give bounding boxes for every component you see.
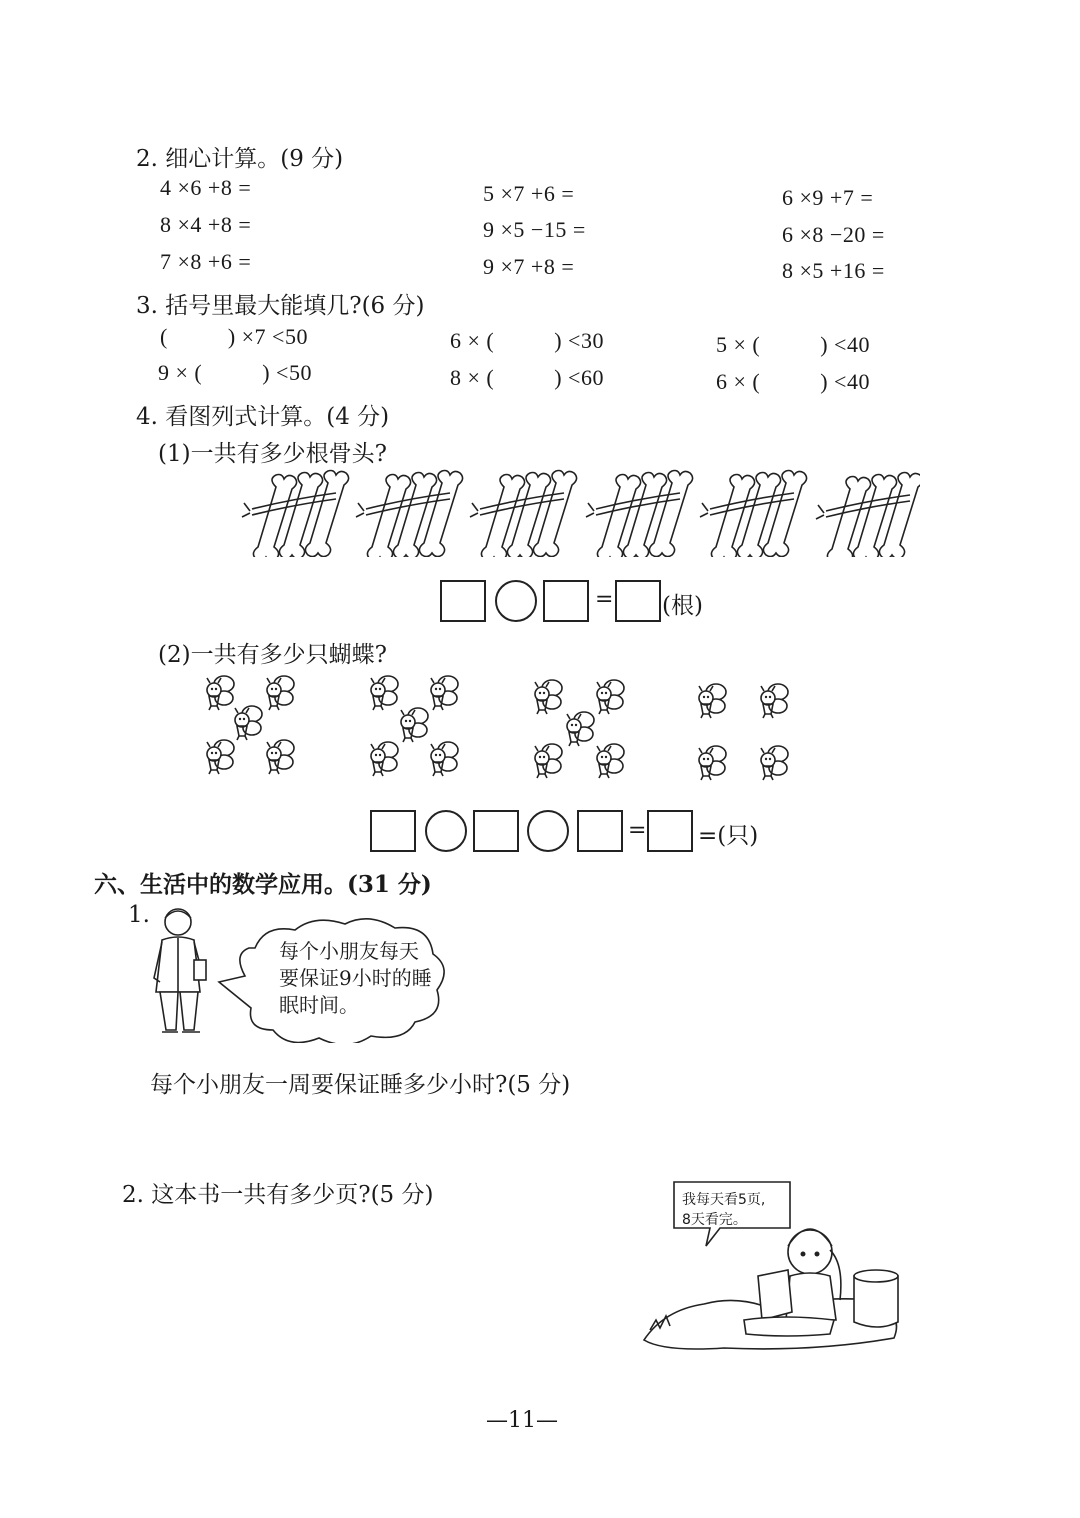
butterfly [267,740,294,774]
q2-problem: 7 ×8 +6 = [160,249,252,274]
q4-part1-label: (1)一共有多少根骨头? [158,441,387,467]
bone-bundle [700,471,807,558]
bone-bundle [586,471,693,558]
bone-bundle [816,473,920,558]
butterfly [267,676,294,710]
q4-part2-label: (2)一共有多少只蝴蝶? [158,642,387,668]
answer-box[interactable] [615,580,661,622]
answer-box[interactable] [647,810,693,852]
butterfly [761,684,788,718]
teacher-figure [148,902,218,1042]
q3-problem: 9 × ( ) <50 [158,360,312,385]
q2-problem: 6 ×9 +7 = [782,185,874,210]
page-number: —11— [486,1408,558,1433]
q2-problem: 6 ×8 −20 = [782,222,885,247]
butterfly [401,708,428,742]
q3-title: 3. 括号里最大能填几?(6 分) [136,293,425,319]
q3-problem: ( ) ×7 <50 [160,324,308,349]
equals-sign: = [595,587,614,612]
butterfly [597,744,624,778]
q2-problem: 4 ×6 +8 = [160,175,252,200]
butterfly [371,676,398,710]
sec6-q2-question: 2. 这本书一共有多少页?(5 分) [122,1182,434,1208]
operator-circle[interactable] [527,810,569,852]
girl-speech-text [682,1190,765,1230]
cloud-line: 要保证9小时的睡 [279,966,432,990]
girl-speech-line: 8天看完。 [682,1212,747,1228]
butterfly [535,744,562,778]
butterfly [207,740,234,774]
q3-problem: 6 × ( ) <30 [450,328,604,353]
q2-problem: 9 ×5 −15 = [483,217,586,242]
butterfly [761,746,788,780]
operator-circle[interactable] [425,810,467,852]
section-6-title: 六、生活中的数学应用。(31 分) [94,871,432,898]
butterfly [535,680,562,714]
q2-problem: 5 ×7 +6 = [483,181,575,206]
butterfly [699,684,726,718]
answer-box[interactable] [543,580,589,622]
q2-problem: 9 ×7 +8 = [483,254,575,279]
q3-problem: 5 × ( ) <40 [716,332,870,357]
butterfly [597,680,624,714]
q2-problem: 8 ×4 +8 = [160,212,252,237]
answer-box[interactable] [440,580,486,622]
bone-bundle [470,471,577,558]
girl-speech-line: 我每天看5页, [682,1192,766,1208]
unit-label: =(只) [698,823,759,849]
q2-title: 2. 细心计算。(9 分) [136,146,344,172]
bones-illustration [240,465,920,557]
unit-label: (根) [662,593,703,619]
butterfly [235,706,262,740]
butterfly [207,676,234,710]
equals-sign: = [628,818,647,843]
cloud-text [279,938,432,1019]
butterflies-illustration [190,668,810,788]
answer-box[interactable] [370,810,416,852]
operator-circle[interactable] [495,580,537,622]
q4-title: 4. 看图列式计算。(4 分) [136,404,390,430]
butterfly [699,746,726,780]
sec6-q1-question: 每个小朋友一周要保证睡多少小时?(5 分) [150,1072,571,1098]
q3-problem: 8 × ( ) <60 [450,365,604,390]
sec6-q1-number: 1. [128,902,150,928]
q2-problem: 8 ×5 +16 = [782,258,885,283]
butterfly [567,712,594,746]
answer-box[interactable] [577,810,623,852]
butterfly [431,742,458,776]
bone-bundle [356,471,463,558]
cloud-line: 眠时间。 [279,993,359,1017]
cloud-line: 每个小朋友每天 [279,939,419,963]
butterfly [431,676,458,710]
bone-bundle [242,471,349,558]
butterfly [371,742,398,776]
answer-box[interactable] [473,810,519,852]
q3-problem: 6 × ( ) <40 [716,369,870,394]
